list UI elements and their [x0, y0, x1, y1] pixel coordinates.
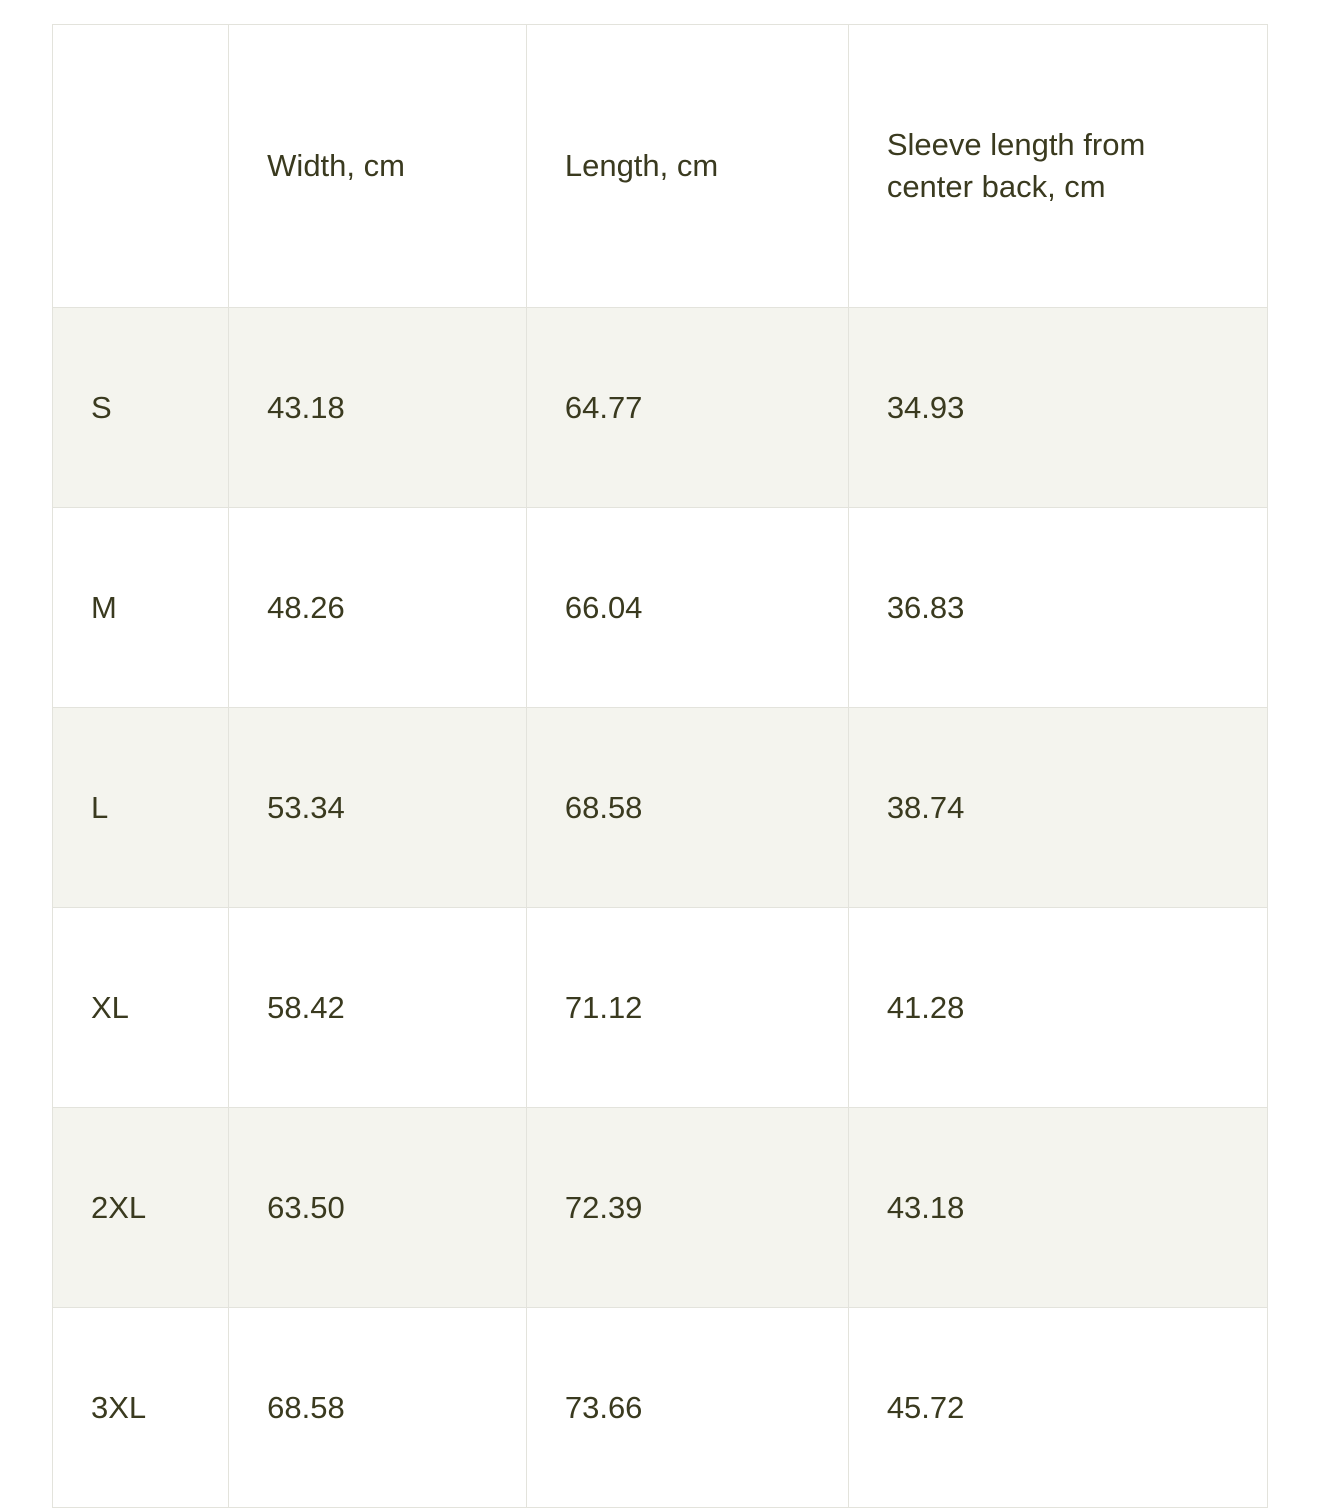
table-header [53, 25, 1268, 308]
cell-length [526, 1108, 848, 1308]
sleeve-value: 34.93 [886, 389, 965, 425]
cell-width [229, 908, 527, 1108]
width-value: 43.18 [267, 389, 345, 425]
cell-width [229, 1308, 527, 1508]
width-value: 53.34 [267, 789, 345, 825]
cell-length [526, 308, 848, 508]
table-row [53, 308, 1268, 508]
length-value: 64.77 [564, 389, 643, 425]
column-header-width [229, 25, 527, 308]
sleeve-value: 36.83 [886, 589, 965, 625]
table-body [53, 308, 1268, 1508]
table-row [53, 508, 1268, 708]
size-label: 3XL [91, 1389, 147, 1425]
width-value: 58.42 [267, 989, 345, 1025]
cell-size [53, 508, 229, 708]
cell-width [229, 308, 527, 508]
column-header-sleeve [848, 25, 1267, 308]
cell-width [229, 1108, 527, 1308]
cell-size [53, 1108, 229, 1308]
sleeve-value: 43.18 [886, 1189, 965, 1225]
size-label: 2XL [91, 1189, 147, 1225]
width-value: 63.50 [267, 1189, 345, 1225]
column-header-sleeve-label: Sleeve length from center back, cm [886, 127, 1146, 204]
cell-sleeve [848, 1108, 1267, 1308]
cell-size [53, 708, 229, 908]
cell-width [229, 708, 527, 908]
width-value: 68.58 [267, 1389, 345, 1425]
cell-sleeve [848, 708, 1267, 908]
cell-size [53, 308, 229, 508]
table-row [53, 908, 1268, 1108]
table-row [53, 1308, 1268, 1508]
cell-width [229, 508, 527, 708]
column-header-length [526, 25, 848, 308]
size-chart-container [52, 24, 1268, 1508]
column-header-size [53, 25, 229, 308]
cell-length [526, 508, 848, 708]
cell-length [526, 708, 848, 908]
header-row [53, 25, 1268, 308]
length-value: 71.12 [564, 989, 643, 1025]
cell-size [53, 908, 229, 1108]
length-value: 68.58 [564, 789, 643, 825]
table-row [53, 708, 1268, 908]
size-label: XL [91, 989, 129, 1025]
cell-size [53, 1308, 229, 1508]
cell-length [526, 908, 848, 1108]
size-label: L [91, 789, 109, 825]
size-label: M [91, 589, 117, 625]
cell-sleeve [848, 908, 1267, 1108]
cell-sleeve [848, 308, 1267, 508]
sleeve-value: 41.28 [886, 989, 965, 1025]
sleeve-value: 45.72 [886, 1389, 965, 1425]
length-value: 72.39 [564, 1189, 643, 1225]
column-header-width-label: Width, cm [267, 148, 405, 184]
length-value: 66.04 [564, 589, 643, 625]
size-label: S [91, 389, 112, 425]
length-value: 73.66 [564, 1389, 643, 1425]
column-header-length-label: Length, cm [564, 148, 719, 184]
sleeve-value: 38.74 [886, 789, 965, 825]
cell-length [526, 1308, 848, 1508]
cell-sleeve [848, 1308, 1267, 1508]
table-row [53, 1108, 1268, 1308]
width-value: 48.26 [267, 589, 345, 625]
size-chart-table [52, 24, 1268, 1508]
cell-sleeve [848, 508, 1267, 708]
